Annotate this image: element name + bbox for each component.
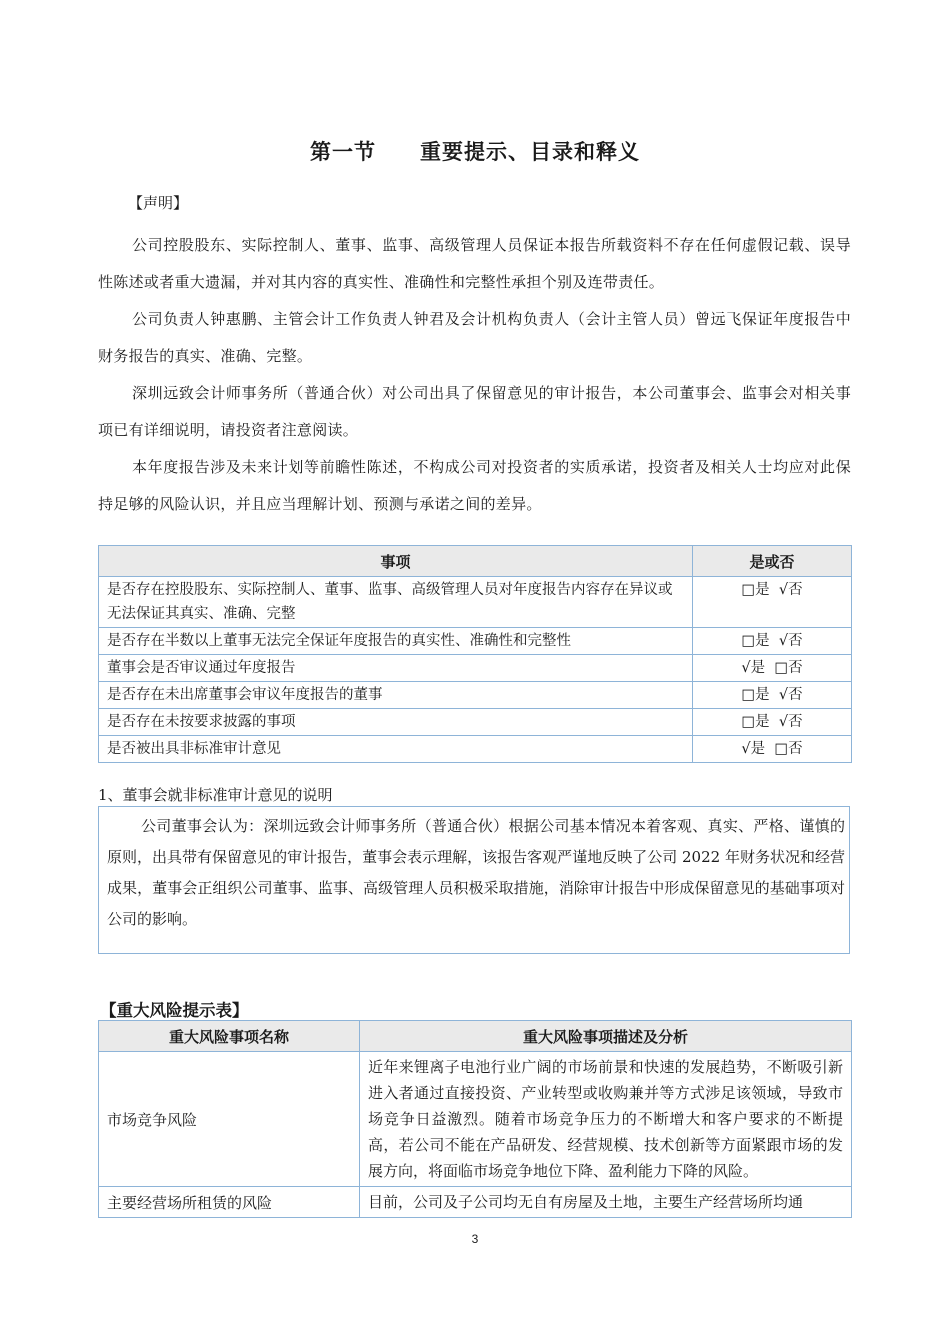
table-row xyxy=(99,628,852,655)
major-risk-table xyxy=(98,1020,852,1218)
row-answer: □是 √否 xyxy=(693,682,852,709)
audit-opinion-note-text: 公司董事会认为：深圳远致会计师事务所（普通合伙）根据公司基本情况本着客观、真实、严格、谨慎的原则，出具带有保留意见的审计报告，董事会表示理解，该报告客观严谨地反映了公司 2022 年财务状况和经营成果，董事会正组织公司董事、监事、高级管理人员积极采取措施，消除审计报告中形成保留意见的基础事项对公司的影响。 xyxy=(107,817,845,928)
statement-heading: 【声明】 xyxy=(128,194,189,212)
row-item: 是否存在未按要求披露的事项 xyxy=(99,709,693,736)
row-answer: √是 □否 xyxy=(693,655,852,682)
audit-opinion-note-heading: 1、董事会就非标准审计意见的说明 xyxy=(98,786,333,804)
table-header-row xyxy=(99,1021,852,1052)
column-header-risk-desc: 重大风险事项描述及分析 xyxy=(360,1021,852,1052)
column-header-answer: 是或否 xyxy=(693,546,852,577)
table-row xyxy=(99,736,852,763)
row-answer: □是 √否 xyxy=(693,628,852,655)
table-row xyxy=(99,682,852,709)
table-row xyxy=(99,1187,852,1218)
row-item: 董事会是否审议通过年度报告 xyxy=(99,655,693,682)
declaration-check-table xyxy=(98,545,852,763)
risk-table-heading: 【重大风险提示表】 xyxy=(100,1001,249,1020)
risk-name: 市场竞争风险 xyxy=(99,1052,360,1187)
table-row xyxy=(99,577,852,628)
row-item: 是否存在控股股东、实际控制人、董事、监事、高级管理人员对年度报告内容存在异议或无法保证其真实、准确、完整 xyxy=(99,577,693,628)
section-title: 第一节 重要提示、目录和释义 xyxy=(310,140,640,164)
audit-opinion-note-box xyxy=(98,806,850,954)
risk-description: 近年来锂离子电池行业广阔的市场前景和快速的发展趋势，不断吸引新进入者通过直接投资、产业转型或收购兼并等方式涉足该领域，导致市场竞争日益激烈。随着市场竞争压力的不断增大和客户要求的不断提高，若公司不能在产品研发、经营规模、技术创新等方面紧跟市场的发展方向，将面临市场竞争地位下降、盈利能力下降的风险。 xyxy=(360,1052,852,1187)
table-row xyxy=(99,655,852,682)
page-number: 3 xyxy=(471,1232,479,1246)
row-item: 是否存在半数以上董事无法完全保证年度报告的真实性、准确性和完整性 xyxy=(99,628,693,655)
row-item: 是否存在未出席董事会审议年度报告的董事 xyxy=(99,682,693,709)
statement-paragraph-4: 本年度报告涉及未来计划等前瞻性陈述，不构成公司对投资者的实质承诺，投资者及相关人士均应对此保持足够的风险认识，并且应当理解计划、预测与承诺之间的差异。 xyxy=(98,458,851,513)
risk-description: 目前，公司及子公司均无自有房屋及土地，主要生产经营场所均通 xyxy=(360,1187,852,1218)
risk-name: 主要经营场所租赁的风险 xyxy=(99,1187,360,1218)
table-header-row xyxy=(99,546,852,577)
table-row xyxy=(99,709,852,736)
row-item: 是否被出具非标准审计意见 xyxy=(99,736,693,763)
row-answer: □是 √否 xyxy=(693,577,852,628)
column-header-item: 事项 xyxy=(99,546,693,577)
column-header-risk-name: 重大风险事项名称 xyxy=(99,1021,360,1052)
table-row xyxy=(99,1052,852,1187)
row-answer: □是 √否 xyxy=(693,709,852,736)
statement-paragraph-3: 深圳远致会计师事务所（普通合伙）对公司出具了保留意见的审计报告，本公司董事会、监事会对相关事项已有详细说明，请投资者注意阅读。 xyxy=(98,384,851,439)
statement-paragraph-2: 公司负责人钟惠鹏、主管会计工作负责人钟君及会计机构负责人（会计主管人员）曾远飞保证年度报告中财务报告的真实、准确、完整。 xyxy=(98,310,851,365)
statement-paragraph-1: 公司控股股东、实际控制人、董事、监事、高级管理人员保证本报告所载资料不存在任何虚假记载、误导性陈述或者重大遗漏，并对其内容的真实性、准确性和完整性承担个别及连带责任。 xyxy=(98,236,851,291)
row-answer: √是 □否 xyxy=(693,736,852,763)
